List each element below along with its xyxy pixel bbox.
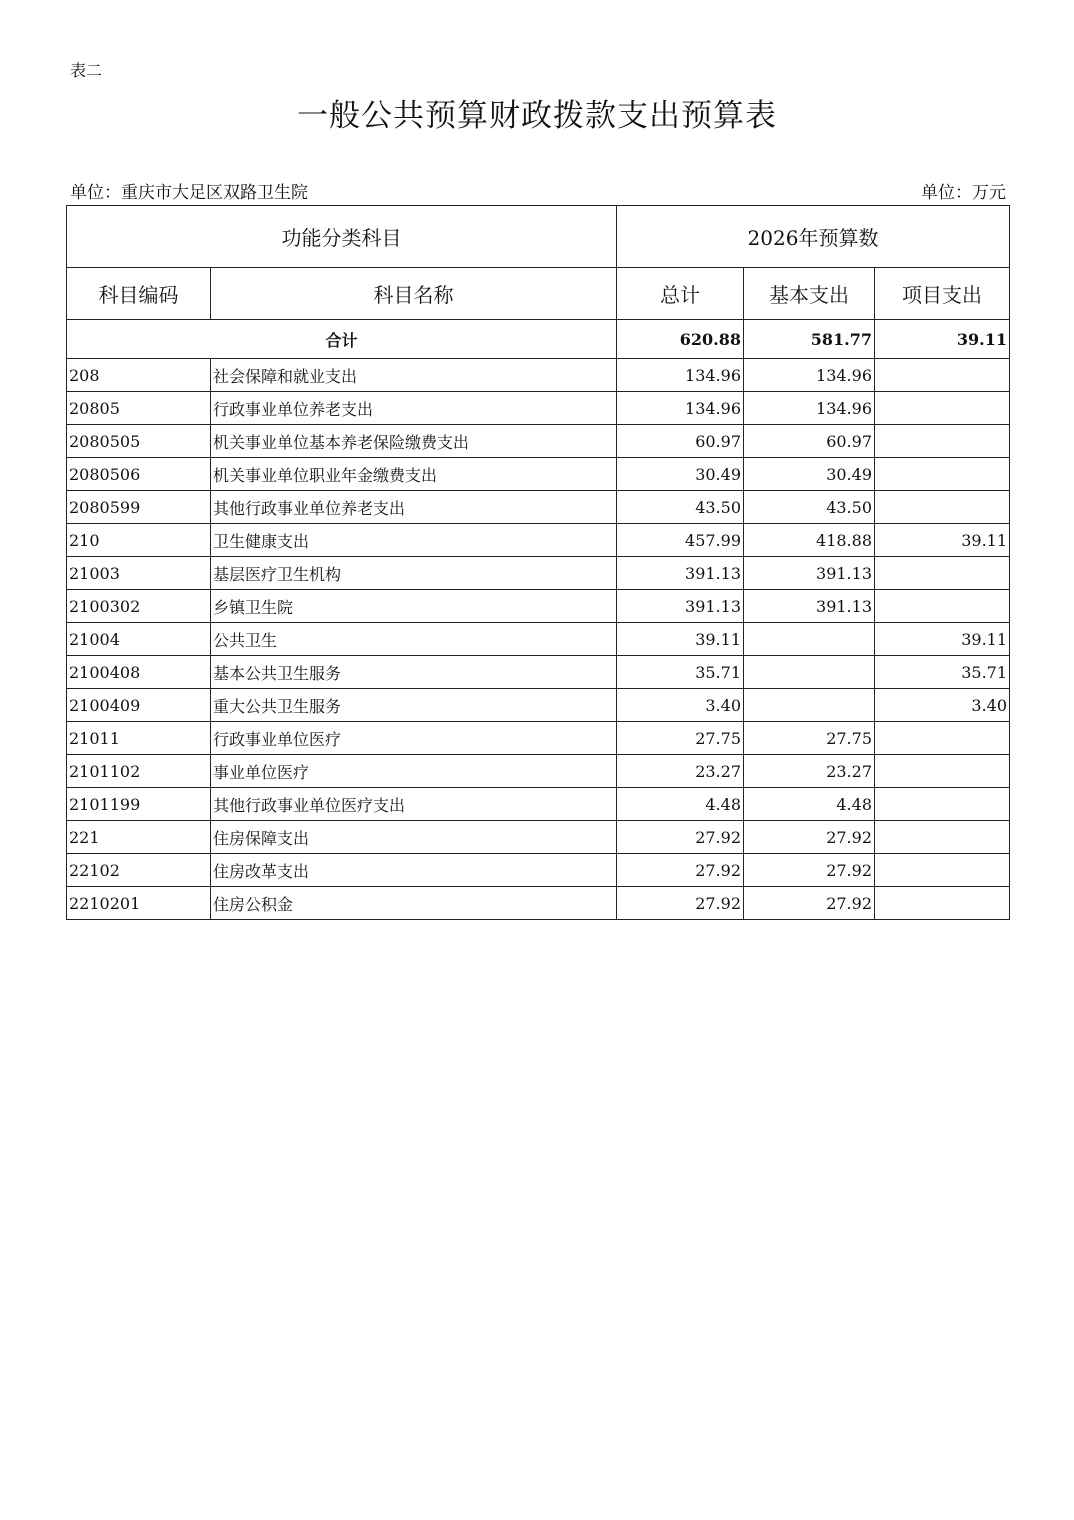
row-name: 乡镇卫生院	[211, 590, 617, 623]
organization-unit: 单位：重庆市大足区双路卫生院	[70, 183, 308, 203]
row-code: 2100408	[67, 656, 211, 689]
row-total: 30.49	[617, 458, 744, 491]
row-name: 重大公共卫生服务	[211, 689, 617, 722]
row-project	[875, 359, 1010, 392]
row-project	[875, 887, 1010, 920]
table-row	[67, 722, 1010, 755]
row-code: 22102	[67, 854, 211, 887]
row-code: 210	[67, 524, 211, 557]
header-code: 科目编码	[67, 268, 211, 320]
row-total: 27.92	[617, 887, 744, 920]
row-total: 27.75	[617, 722, 744, 755]
table-row	[67, 425, 1010, 458]
row-basic: 30.49	[744, 458, 875, 491]
table-row	[67, 524, 1010, 557]
header-name: 科目名称	[211, 268, 617, 320]
header-project: 项目支出	[875, 268, 1010, 320]
row-total: 391.13	[617, 557, 744, 590]
row-name: 其他行政事业单位医疗支出	[211, 788, 617, 821]
row-basic: 134.96	[744, 359, 875, 392]
row-name: 住房保障支出	[211, 821, 617, 854]
page-title: 一般公共预算财政拨款支出预算表	[297, 98, 777, 134]
row-code: 2080599	[67, 491, 211, 524]
row-project	[875, 590, 1010, 623]
table-row	[67, 887, 1010, 920]
table-row	[67, 623, 1010, 656]
row-code: 2101102	[67, 755, 211, 788]
header-budget-year: 2026年预算数	[617, 206, 1010, 268]
row-total: 391.13	[617, 590, 744, 623]
row-code: 208	[67, 359, 211, 392]
row-name: 事业单位医疗	[211, 755, 617, 788]
summary-row	[67, 320, 1010, 359]
row-project	[875, 788, 1010, 821]
row-name: 基层医疗卫生机构	[211, 557, 617, 590]
row-total: 134.96	[617, 392, 744, 425]
header-row-columns	[67, 268, 1010, 320]
row-total: 35.71	[617, 656, 744, 689]
table-row	[67, 854, 1010, 887]
row-project: 35.71	[875, 656, 1010, 689]
table-row	[67, 491, 1010, 524]
table-row	[67, 656, 1010, 689]
row-basic	[744, 689, 875, 722]
row-project	[875, 458, 1010, 491]
table-row	[67, 392, 1010, 425]
row-code: 2080505	[67, 425, 211, 458]
header-basic: 基本支出	[744, 268, 875, 320]
row-code: 2080506	[67, 458, 211, 491]
row-basic: 4.48	[744, 788, 875, 821]
row-project	[875, 854, 1010, 887]
row-name: 行政事业单位养老支出	[211, 392, 617, 425]
row-code: 21011	[67, 722, 211, 755]
row-basic: 391.13	[744, 590, 875, 623]
row-name: 卫生健康支出	[211, 524, 617, 557]
row-basic: 23.27	[744, 755, 875, 788]
table-row	[67, 359, 1010, 392]
header-row-group	[67, 206, 1010, 268]
row-project: 39.11	[875, 524, 1010, 557]
row-total: 27.92	[617, 821, 744, 854]
row-project: 3.40	[875, 689, 1010, 722]
row-code: 221	[67, 821, 211, 854]
row-name: 其他行政事业单位养老支出	[211, 491, 617, 524]
row-basic: 27.92	[744, 821, 875, 854]
row-project	[875, 392, 1010, 425]
row-project: 39.11	[875, 623, 1010, 656]
row-basic	[744, 656, 875, 689]
row-code: 2100409	[67, 689, 211, 722]
row-total: 457.99	[617, 524, 744, 557]
table-row	[67, 755, 1010, 788]
budget-table	[66, 205, 1010, 920]
row-total: 3.40	[617, 689, 744, 722]
row-basic: 418.88	[744, 524, 875, 557]
row-total: 43.50	[617, 491, 744, 524]
row-project	[875, 557, 1010, 590]
row-total: 23.27	[617, 755, 744, 788]
table-row	[67, 557, 1010, 590]
table-row	[67, 689, 1010, 722]
row-total: 39.11	[617, 623, 744, 656]
row-code: 20805	[67, 392, 211, 425]
row-basic: 27.75	[744, 722, 875, 755]
row-name: 公共卫生	[211, 623, 617, 656]
row-basic: 60.97	[744, 425, 875, 458]
row-project	[875, 425, 1010, 458]
row-basic: 27.92	[744, 887, 875, 920]
row-code: 21003	[67, 557, 211, 590]
row-project	[875, 821, 1010, 854]
row-name: 机关事业单位基本养老保险缴费支出	[211, 425, 617, 458]
table-row	[67, 788, 1010, 821]
summary-basic: 581.77	[744, 320, 875, 359]
summary-total: 620.88	[617, 320, 744, 359]
row-name: 基本公共卫生服务	[211, 656, 617, 689]
row-basic: 43.50	[744, 491, 875, 524]
row-total: 27.92	[617, 854, 744, 887]
row-basic: 27.92	[744, 854, 875, 887]
table-row	[67, 458, 1010, 491]
table-row	[67, 590, 1010, 623]
row-project	[875, 491, 1010, 524]
row-code: 21004	[67, 623, 211, 656]
header-function-category: 功能分类科目	[67, 206, 617, 268]
row-project	[875, 722, 1010, 755]
table-row	[67, 821, 1010, 854]
row-name: 行政事业单位医疗	[211, 722, 617, 755]
row-total: 4.48	[617, 788, 744, 821]
row-name: 社会保障和就业支出	[211, 359, 617, 392]
row-basic: 391.13	[744, 557, 875, 590]
row-total: 134.96	[617, 359, 744, 392]
summary-project: 39.11	[875, 320, 1010, 359]
row-total: 60.97	[617, 425, 744, 458]
row-name: 机关事业单位职业年金缴费支出	[211, 458, 617, 491]
row-basic	[744, 623, 875, 656]
row-code: 2100302	[67, 590, 211, 623]
row-basic: 134.96	[744, 392, 875, 425]
summary-label: 合计	[67, 320, 617, 359]
header-total: 总计	[617, 268, 744, 320]
row-name: 住房改革支出	[211, 854, 617, 887]
row-code: 2101199	[67, 788, 211, 821]
currency-unit: 单位：万元	[921, 183, 1006, 203]
form-number: 表二	[70, 61, 103, 80]
row-name: 住房公积金	[211, 887, 617, 920]
row-code: 2210201	[67, 887, 211, 920]
row-project	[875, 755, 1010, 788]
